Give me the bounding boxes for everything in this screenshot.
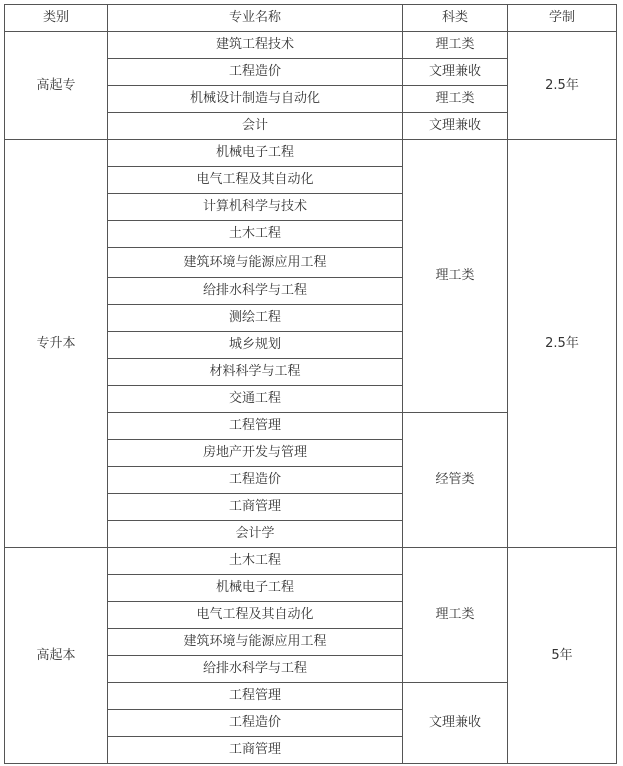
major-name-cell: 工程造价 xyxy=(108,710,403,737)
duration-cell: 2.5年 xyxy=(508,140,617,548)
header-major-name: 专业名称 xyxy=(108,5,403,32)
header-category: 类别 xyxy=(5,5,108,32)
major-name-cell: 工程造价 xyxy=(108,59,403,86)
majors-table xyxy=(4,4,617,764)
major-name-cell: 测绘工程 xyxy=(108,305,403,332)
major-name-cell: 城乡规划 xyxy=(108,332,403,359)
major-name-cell: 机械电子工程 xyxy=(108,140,403,167)
major-name-cell: 机械设计制造与自动化 xyxy=(108,86,403,113)
major-name-cell: 电气工程及其自动化 xyxy=(108,602,403,629)
major-name-cell: 工程造价 xyxy=(108,467,403,494)
subject-type-cell: 文理兼收 xyxy=(403,59,508,86)
subject-type-cell: 理工类 xyxy=(403,548,508,683)
major-name-cell: 房地产开发与管理 xyxy=(108,440,403,467)
header-duration: 学制 xyxy=(508,5,617,32)
subject-type-cell: 经管类 xyxy=(403,413,508,548)
table-row xyxy=(5,140,617,167)
major-name-cell: 会计学 xyxy=(108,521,403,548)
major-name-cell: 工程管理 xyxy=(108,683,403,710)
category-cell: 高起本 xyxy=(5,548,108,764)
subject-type-cell: 理工类 xyxy=(403,86,508,113)
major-name-cell: 建筑工程技术 xyxy=(108,32,403,59)
subject-type-cell: 理工类 xyxy=(403,32,508,59)
duration-cell: 2.5年 xyxy=(508,32,617,140)
major-name-cell: 计算机科学与技术 xyxy=(108,194,403,221)
subject-type-cell: 文理兼收 xyxy=(403,113,508,140)
table-body xyxy=(5,32,617,764)
table-row xyxy=(5,32,617,59)
duration-cell: 5年 xyxy=(508,548,617,764)
major-name-cell: 建筑环境与能源应用工程 xyxy=(108,248,403,278)
major-name-cell: 工商管理 xyxy=(108,737,403,764)
major-name-cell: 工程管理 xyxy=(108,413,403,440)
major-name-cell: 土木工程 xyxy=(108,548,403,575)
major-name-cell: 给排水科学与工程 xyxy=(108,656,403,683)
header-subject-type: 科类 xyxy=(403,5,508,32)
major-name-cell: 电气工程及其自动化 xyxy=(108,167,403,194)
header-row xyxy=(5,5,617,32)
major-name-cell: 会计 xyxy=(108,113,403,140)
major-name-cell: 材料科学与工程 xyxy=(108,359,403,386)
major-name-cell: 土木工程 xyxy=(108,221,403,248)
major-name-cell: 交通工程 xyxy=(108,386,403,413)
major-name-cell: 建筑环境与能源应用工程 xyxy=(108,629,403,656)
table-row xyxy=(5,548,617,575)
major-name-cell: 工商管理 xyxy=(108,494,403,521)
subject-type-cell: 文理兼收 xyxy=(403,683,508,764)
category-cell: 专升本 xyxy=(5,140,108,548)
subject-type-cell: 理工类 xyxy=(403,140,508,413)
major-name-cell: 机械电子工程 xyxy=(108,575,403,602)
category-cell: 高起专 xyxy=(5,32,108,140)
major-name-cell: 给排水科学与工程 xyxy=(108,278,403,305)
